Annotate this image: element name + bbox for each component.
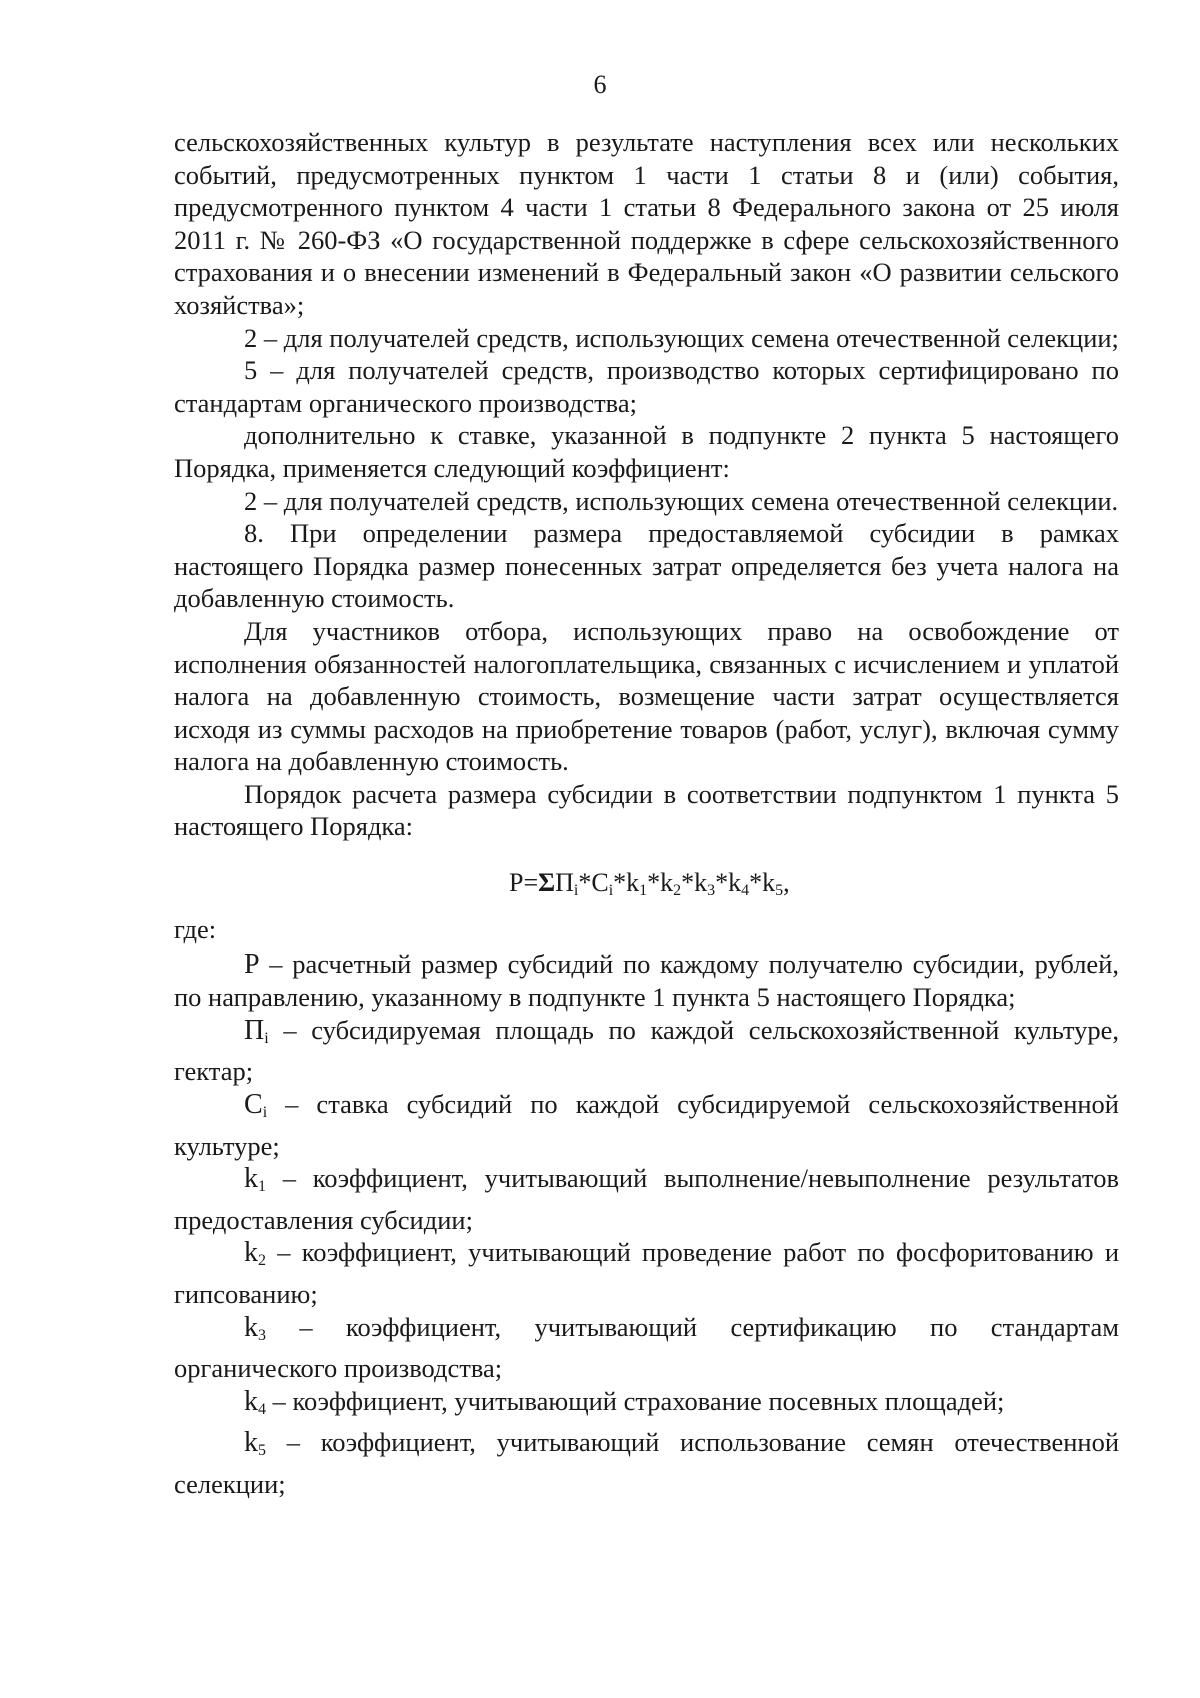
symbol-subscript: 5: [258, 1442, 266, 1460]
paragraph: дополнительно к ставке, указанной в подпункте 2 пункта 5 настоящего Порядка, применяется следующий коэффициент:: [174, 420, 1119, 483]
symbol-base: k: [244, 1311, 258, 1343]
paragraph: 8. При определении размера предоставляемой субсидии в рамках настоящего Порядка размер понесенных затрат определяется без учета налога на добавленную стоимость.: [174, 518, 1119, 614]
definition-item: [174, 1014, 1119, 1088]
symbol-subscript: 3: [258, 1326, 266, 1344]
definition-text: – субсидируемая площадь по каждой сельскохозяйственной культуре, гектар;: [174, 1014, 1119, 1087]
paragraph: 2 – для получателей средств, использующих семена отечественной селекции.: [244, 485, 1119, 516]
definitions-list: [174, 948, 1119, 1501]
definition-item: [174, 1311, 1119, 1385]
definition-item: [174, 1162, 1119, 1236]
formula-sub: 2: [673, 882, 682, 900]
where-label: где:: [174, 914, 217, 945]
formula-sub: 3: [707, 882, 716, 900]
formula-k: *k: [749, 868, 776, 898]
definition-symbol: [244, 1386, 266, 1417]
symbol-base: k: [244, 1427, 258, 1459]
subsidy-formula: [174, 865, 1119, 909]
definition-symbol: [244, 1015, 269, 1046]
definition-text: – коэффициент, учитывающий страхование посевных площадей;: [266, 1385, 1005, 1416]
formula-k: *k: [715, 868, 742, 898]
paragraph: Порядок расчета размера субсидии в соответствии подпунктом 1 пункта 5 настоящего Порядка:: [174, 778, 1119, 842]
formula-sub: i: [608, 882, 614, 900]
definition-item: [174, 1236, 1119, 1310]
formula-sub: i: [573, 882, 579, 900]
symbol-subscript: 4: [258, 1400, 266, 1418]
formula-k: *k: [681, 868, 708, 898]
document-body: [174, 126, 1119, 1501]
formula-sub: 4: [741, 882, 750, 900]
definition-text: – коэффициент, учитывающий использование семян отечественной селекции;: [174, 1427, 1119, 1499]
formula-sub: 1: [639, 882, 648, 900]
definition-item: [174, 1088, 1119, 1162]
formula-sub: 5: [775, 882, 784, 900]
definition-symbol: [244, 1312, 266, 1343]
page-number: 6: [593, 70, 607, 99]
symbol-base: k: [244, 1237, 258, 1269]
definition-symbol: [244, 949, 260, 980]
symbol-subscript: 2: [258, 1252, 266, 1270]
formula-sigma: Σ: [538, 868, 556, 898]
symbol-subscript: i: [264, 1029, 269, 1047]
symbol-base: k: [244, 1163, 258, 1195]
definition-symbol: [244, 1427, 266, 1458]
paragraph: сельскохозяйственных культур в результате наступления всех или нескольких событий, предусмотренных пунктом 1 части 1 статьи 8 и (или) события, предусмотренного пунктом 4 части 1 статьи 8 Федерального закона от 25 июля 2011 г. № 260-ФЗ «О государственной поддержке в сфере сельскохозяйственного страхования и о внесении изменений в Федеральный закон «О развитии сельского хозяйства»;: [174, 127, 1119, 320]
definition-text: – расчетный размер субсидий по каждому получателю субсидии, рублей, по направлению, указанному в подпункте 1 пункта 5 настоящего Порядка;: [174, 948, 1119, 1013]
symbol-base: Р: [244, 948, 260, 980]
paragraph: Для участников отбора, использующих право на освобождение от исполнения обязанностей налогоплательщика, связанных с исчислением и уплатой налога на добавленную стоимость, возмещение части затрат осуществляется исходя из суммы расходов на приобретение товаров (работ, услуг), включая сумму налога на добавленную стоимость.: [174, 615, 1119, 777]
definition-text: – ставка субсидий по каждой субсидируемой сельскохозяйственной культуре;: [174, 1089, 1119, 1161]
definition-text: – коэффициент, учитывающий проведение работ по фосфоритованию и гипсованию;: [174, 1237, 1119, 1309]
definition-item: [174, 1385, 1119, 1427]
symbol-base: С: [244, 1089, 263, 1121]
formula-k: *k: [613, 868, 640, 898]
definition-text: – коэффициент, учитывающий сертификацию по стандартам органического производства;: [174, 1311, 1119, 1384]
symbol-base: k: [244, 1385, 258, 1417]
symbol-subscript: i: [262, 1104, 268, 1122]
formula-pi: П: [555, 868, 574, 898]
paragraph: 2 – для получателей средств, использующих семена отечественной селекции;: [244, 322, 1119, 353]
definition-text: – коэффициент, учитывающий выполнение/невыполнение результатов предоставления субсидии;: [174, 1163, 1119, 1235]
formula-tail: ,: [783, 868, 790, 898]
definition-item: [174, 948, 1119, 1014]
definition-item: [174, 1426, 1119, 1500]
symbol-subscript: 1: [258, 1178, 266, 1196]
definition-symbol: [244, 1089, 267, 1120]
symbol-base: П: [244, 1014, 265, 1046]
definition-symbol: [244, 1237, 266, 1268]
definition-symbol: [244, 1163, 266, 1194]
paragraph: 5 – для получателей средств, производство которых сертифицировано по стандартам органического производства;: [174, 355, 1119, 418]
formula-lhs: P=: [509, 868, 539, 898]
formula-k: *k: [647, 868, 674, 898]
formula-c: *C: [578, 868, 609, 898]
